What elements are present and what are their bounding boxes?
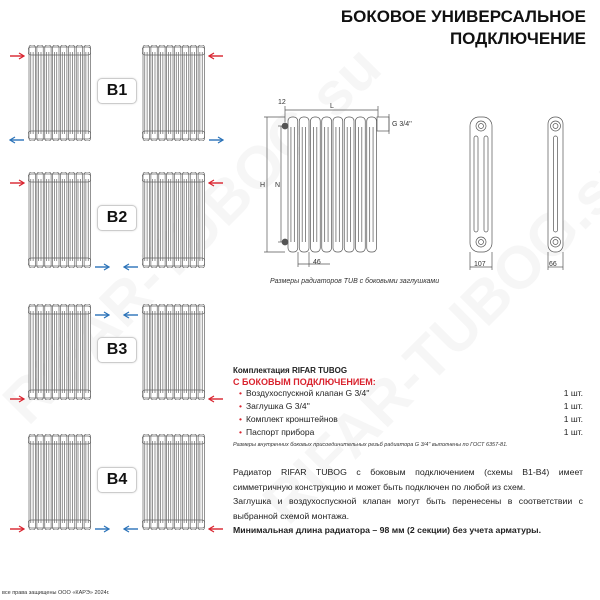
arrow-left-icon (208, 47, 224, 55)
arrow-right-icon (94, 258, 110, 266)
dim-46: 46 (313, 259, 321, 266)
dim-107: 107 (474, 261, 486, 268)
kit-item (233, 413, 583, 426)
arrow-left-icon (123, 258, 139, 266)
copyright: все права защищены ООО «КАРЭ» 2024г. (2, 590, 110, 596)
kit-list (233, 387, 583, 439)
kit-item-name (239, 400, 310, 413)
arrow-left-icon (123, 306, 139, 314)
kit-note: Размеры внутренних боковых присоединительных резьб радиатора G 3/4'' выполнены по ГОСТ 6357-81. (233, 442, 508, 448)
title-line: БОКОВОЕ УНИВЕРСАЛЬНОЕ (340, 7, 586, 26)
kit-heading: Комплектация RIFAR TUBOG (233, 366, 348, 375)
radiator-left (28, 45, 91, 146)
dim-66: 66 (549, 261, 557, 268)
scheme-b4 (0, 434, 230, 534)
radiator-left (28, 434, 91, 535)
arrow-right-icon (208, 131, 224, 139)
arrow-left-icon (208, 520, 224, 528)
description (233, 465, 583, 538)
arrow-right-icon (9, 390, 25, 398)
scheme-b2 (0, 172, 230, 272)
arrow-left-icon (208, 174, 224, 182)
kit-item (233, 387, 583, 400)
drawing-caption: Размеры радиаторов TUB с боковыми заглушками (270, 278, 440, 285)
kit-item-name (239, 426, 314, 439)
arrow-right-icon (9, 520, 25, 528)
kit-subheading: С БОКОВЫМ ПОДКЛЮЧЕНИЕМ: (233, 377, 376, 387)
radiator-right (142, 304, 205, 405)
kit-item (233, 400, 583, 413)
title-line: ПОДКЛЮЧЕНИЕ (449, 29, 586, 48)
scheme-b3 (0, 304, 230, 404)
bullet-icon: • (239, 401, 242, 411)
bullet-icon: • (239, 414, 242, 424)
dim-l: L (330, 103, 334, 110)
arrow-left-icon (123, 520, 139, 528)
kit-item-qty: 1 шт. (563, 401, 583, 411)
scheme-label: B2 (97, 205, 137, 231)
kit-item-qty: 1 шт. (563, 388, 583, 398)
kit-item-name (239, 413, 338, 426)
arrow-right-icon (9, 47, 25, 55)
radiator-right (142, 172, 205, 273)
description-p1: Радиатор RIFAR TUBOG с боковым подключением (схемы В1-В4) имеет симметричную конструкцию и может быть подключен по любой из схем. (233, 467, 583, 492)
kit-item-label: Паспорт прибора (245, 427, 315, 437)
bullet-icon: • (239, 427, 242, 437)
scheme-label: B1 (97, 78, 137, 104)
kit-item-name (239, 387, 370, 400)
dim-12: 12 (278, 99, 286, 106)
radiator-right (142, 45, 205, 146)
description-p3: Минимальная длина радиатора – 98 мм (2 секции) без учета арматуры. (233, 525, 542, 535)
bullet-icon: • (239, 388, 242, 398)
kit-item-label: Комплект кронштейнов (245, 414, 338, 424)
arrow-left-icon (208, 390, 224, 398)
scheme-label: B4 (97, 467, 137, 493)
arrow-right-icon (94, 306, 110, 314)
description-p2: Заглушка и воздухоспускной клапан могут быть перенесены в соответствии с выбранной схемой монтажа. (233, 496, 583, 521)
page-title (341, 6, 586, 50)
kit-item-qty: 1 шт. (563, 427, 583, 437)
dim-n: N (275, 182, 281, 189)
dim-h: H (260, 182, 266, 189)
radiator-right (142, 434, 205, 535)
kit-item-label: Заглушка G 3/4'' (245, 401, 310, 411)
dimension-drawing (240, 92, 600, 292)
kit-section (233, 366, 583, 448)
kit-item-label: Воздухоспускной клапан G 3/4'' (245, 388, 370, 398)
arrow-left-icon (9, 131, 25, 139)
kit-item-qty: 1 шт. (563, 414, 583, 424)
arrow-right-icon (9, 174, 25, 182)
radiator-left (28, 172, 91, 273)
radiator-front-view (282, 117, 377, 252)
kit-item (233, 426, 583, 439)
arrow-right-icon (94, 520, 110, 528)
radiator-left (28, 304, 91, 405)
dim-thread: G 3/4'' (392, 121, 412, 128)
scheme-b1 (0, 45, 230, 145)
scheme-label: B3 (97, 337, 137, 363)
